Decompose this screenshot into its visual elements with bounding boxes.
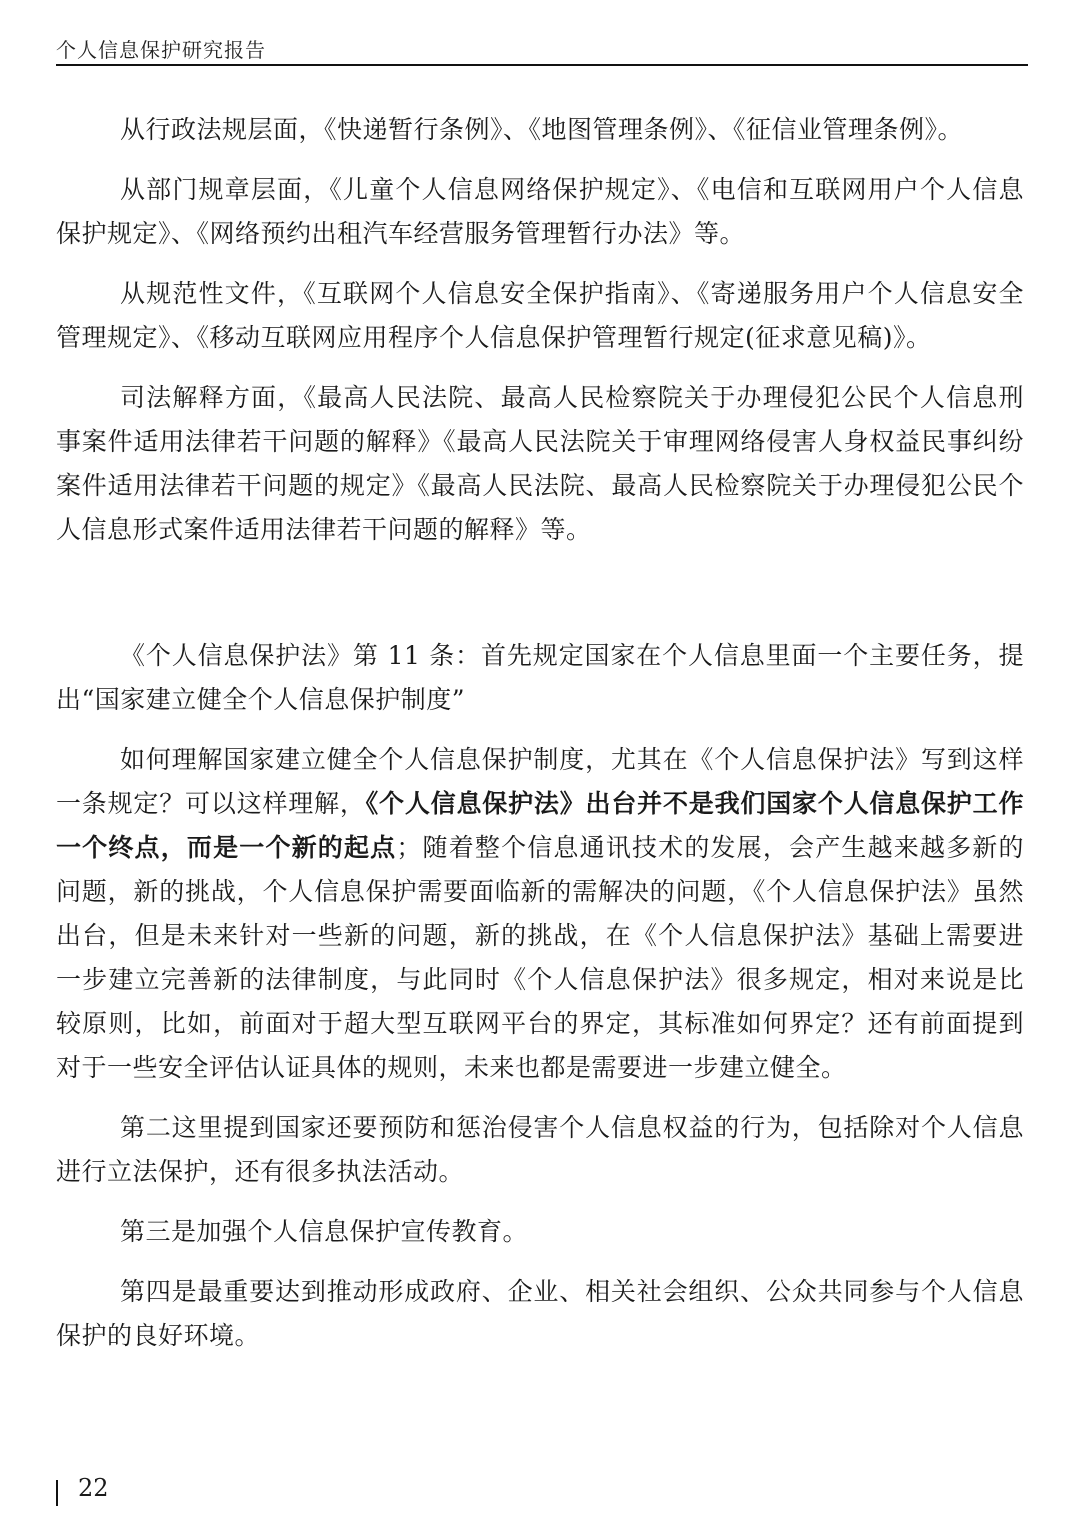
- paragraph-second: 第二这里提到国家还要预防和惩治侵害个人信息权益的行为，包括除对个人信息进行立法保护，还有很多执法活动。: [56, 1113, 1024, 1186]
- paragraph-normative-documents: 从规范性文件，《互联网个人信息安全保护指南》、《寄递服务用户个人信息安全管理规定》、《移动互联网应用程序个人信息保护管理暂行规定(征求意见稿)》。: [56, 279, 1024, 352]
- paragraph-fourth: 第四是最重要达到推动形成政府、企业、相关社会组织、公众共同参与个人信息保护的良好环境。: [56, 1277, 1024, 1350]
- paragraph-third: 第三是加强个人信息保护宣传教育。: [120, 1217, 529, 1246]
- page-header: [56, 30, 1028, 66]
- paragraph-department-rules: 从部门规章层面，《儿童个人信息网络保护规定》、《电信和互联网用户个人信息保护规定》、《网络预约出租汽车经营服务管理暂行办法》等。: [56, 175, 1024, 248]
- understanding-rest: ；随着整个信息通讯技术的发展，会产生越来越多新的问题，新的挑战，个人信息保护需要面临新的需解决的问题，《个人信息保护法》虽然出台，但是未来针对一些新的问题，新的挑战，在《个人信息保护法》基础上需要进一步建立完善新的法律制度，与此同时《个人信息保护法》很多规定，相对来说是比较原则，比如，前面对于超大型互联网平台的界定，其标准如何界定？还有前面提到对于一些安全评估认证具体的规则，未来也都是需要进一步建立健全。: [56, 833, 1024, 1082]
- understanding-emphasis: 《个人信息保护法》出台并不是我们国家个人信息保护工作一个终点，而是一个新的起点: [56, 789, 1024, 862]
- paragraph-judicial-interpretations: 司法解释方面，《最高人民法院、最高人民检察院关于办理侵犯公民个人信息刑事案件适用法律若干问题的解释》《最高人民法院关于审理网络侵害人身权益民事纠纷案件适用法律若干问题的规定》《最高人民法院、最高人民检察院关于办理侵犯公民个人信息形式案件适用法律若干问题的解释》等。: [56, 383, 1024, 544]
- header-rule: [56, 64, 1028, 66]
- paragraph-article-11: 《个人信息保护法》第 11 条：首先规定国家在个人信息里面一个主要任务，提出“国家建立健全个人信息保护制度”: [56, 641, 1024, 714]
- paragraph-admin-regulations: 从行政法规层面，《快递暂行条例》、《地图管理条例》、《征信业管理条例》。: [120, 115, 964, 144]
- body-text: [56, 108, 1024, 1358]
- page-number: 22: [78, 1474, 109, 1502]
- paragraph-understanding: [56, 738, 1024, 1090]
- footer-bar: [56, 1480, 58, 1506]
- understanding-intro: 如何理解国家建立健全个人信息保护制度，尤其在《个人信息保护法》写到这样一条规定？可以这样理解，: [56, 745, 1024, 818]
- running-header-title: 个人信息保护研究报告: [56, 38, 266, 62]
